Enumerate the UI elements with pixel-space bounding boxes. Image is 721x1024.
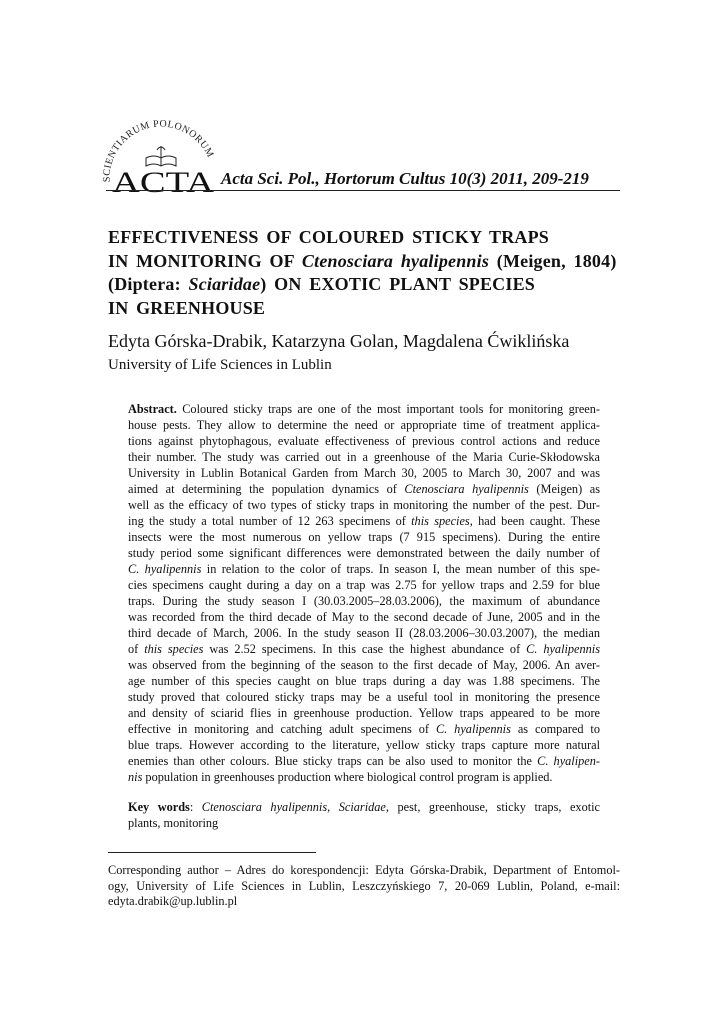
acta-seal-icon xyxy=(102,112,220,194)
abstract xyxy=(128,401,600,785)
abstract-line: Abstract. Coloured sticky traps are one of the most important tools for monitoring green- xyxy=(128,402,600,416)
keywords-line: Key words: Ctenosciara hyalipennis, Sciaridae, pest, greenhouse, sticky traps, exotic xyxy=(128,800,601,814)
abstract-line: aimed at determining the population dynamics of Ctenosciara hyalipennis (Meigen) as xyxy=(128,482,600,496)
affiliation: University of Life Sciences in Lublin xyxy=(108,357,332,373)
title-line-4: IN GREENHOUSE xyxy=(108,297,266,318)
abstract-line: was recorded from the third decade of May to the second decade of June, 2005 and in the xyxy=(128,610,600,624)
title-line-3: (Diptera: Sciaridae) ON EXOTIC PLANT SPECIES xyxy=(108,274,536,294)
abstract-line: study period some significant differences were demonstrated between the daily number of xyxy=(128,546,600,560)
abstract-line: enemies than other colours. Blue sticky traps can be also used to monitor the C. hyalipen- xyxy=(128,754,600,768)
abstract-line: their number. The study was carried out in a greenhouse of the Maria Curie-Skłodowska xyxy=(128,450,600,464)
abstract-line: ing the study a total number of 12 263 specimens of this species, had been caught. These xyxy=(128,514,600,528)
keywords xyxy=(128,799,600,831)
keywords-label: Key words xyxy=(128,800,190,814)
abstract-line: effective in monitoring and catching adult specimens of C. hyalipennis as compared to xyxy=(128,722,600,736)
footnote xyxy=(108,863,620,910)
abstract-line: and density of sciarid flies in greenhouse production. Yellow traps appeared to be more xyxy=(128,706,600,720)
footnote-email: edyta.drabik@up.lublin.pl xyxy=(108,894,238,909)
abstract-line: tions against phytophagous, evaluate effectiveness of previous control actions and reduce xyxy=(128,434,600,448)
header-rule xyxy=(106,190,620,191)
abstract-line: nis population in greenhouses production where biological control program is applied. xyxy=(128,770,553,784)
authors: Edyta Górska-Drabik, Katarzyna Golan, Magdalena Ćwiklińska xyxy=(108,331,570,351)
abstract-line: age number of this species caught on blue traps during a day was 1.88 specimens. The xyxy=(128,674,600,688)
journal-logo xyxy=(102,112,220,194)
family-name: Sciaridae xyxy=(188,274,261,294)
abstract-line: blue traps. However according to the literature, yellow sticky traps capture more natural xyxy=(128,738,600,752)
keywords-line: plants, monitoring xyxy=(128,816,219,830)
abstract-line: well as the efficacy of two types of sticky traps in monitoring the number of the pest. Dur- xyxy=(128,498,600,512)
abstract-line: house pests. They allow to determine the need or appropriate time of treatment applica- xyxy=(128,418,600,432)
book-icon xyxy=(146,146,176,166)
abstract-line: study proved that coloured sticky traps may be a useful tool in monitoring the presence xyxy=(128,690,600,704)
abstract-line: of this species was 2.52 specimens. In this case the highest abundance of C. hyalipennis xyxy=(128,642,601,656)
footnote-rule xyxy=(108,852,316,853)
abstract-label: Abstract. xyxy=(128,402,177,416)
abstract-line: insects were the most numerous on yellow traps (7 915 specimens). During the entire xyxy=(128,530,600,544)
footnote-line: ogy, University of Life Sciences in Lublin, Leszczyńskiego 7, 20-069 Lublin, Poland, e-mail: xyxy=(108,878,620,893)
logo-arc-text: SCIENTIARUM POLONORUM xyxy=(102,118,216,183)
abstract-line: traps. During the study season I (30.03.2005–28.03.2006), the maximum of abundance xyxy=(128,594,600,608)
abstract-line: C. hyalipennis in relation to the color of traps. In season I, the mean number of this spe- xyxy=(128,562,601,576)
logo-word: ACTA xyxy=(112,166,215,194)
abstract-line: University in Lublin Botanical Garden from March 30, 2005 to March 30, 2007 and was xyxy=(128,466,600,480)
title-line-1: EFFECTIVENESS OF COLOURED STICKY TRAPS xyxy=(108,227,550,247)
journal-citation: Acta Sci. Pol., Hortorum Cultus 10(3) 2011, 209-219 xyxy=(221,169,589,188)
species-name: Ctenosciara hyalipennis xyxy=(301,250,490,271)
abstract-line: was observed from the beginning of the season to the first decade of May, 2006. An aver- xyxy=(128,658,600,672)
abstract-line: cies specimens caught during a day on a trap was 2.75 for yellow traps and 2.59 for blue xyxy=(128,578,600,592)
title-line-2: IN MONITORING OF Ctenosciara hyalipennis (Meigen, 1804) xyxy=(108,250,617,271)
abstract-line: third decade of March, 2006. In the study season II (28.03.2006–30.03.2007), the median xyxy=(128,626,600,640)
footnote-line: Corresponding author – Adres do korespondencji: Edyta Górska-Drabik, Department of Entomol- xyxy=(108,863,620,877)
paper-title xyxy=(108,226,628,320)
